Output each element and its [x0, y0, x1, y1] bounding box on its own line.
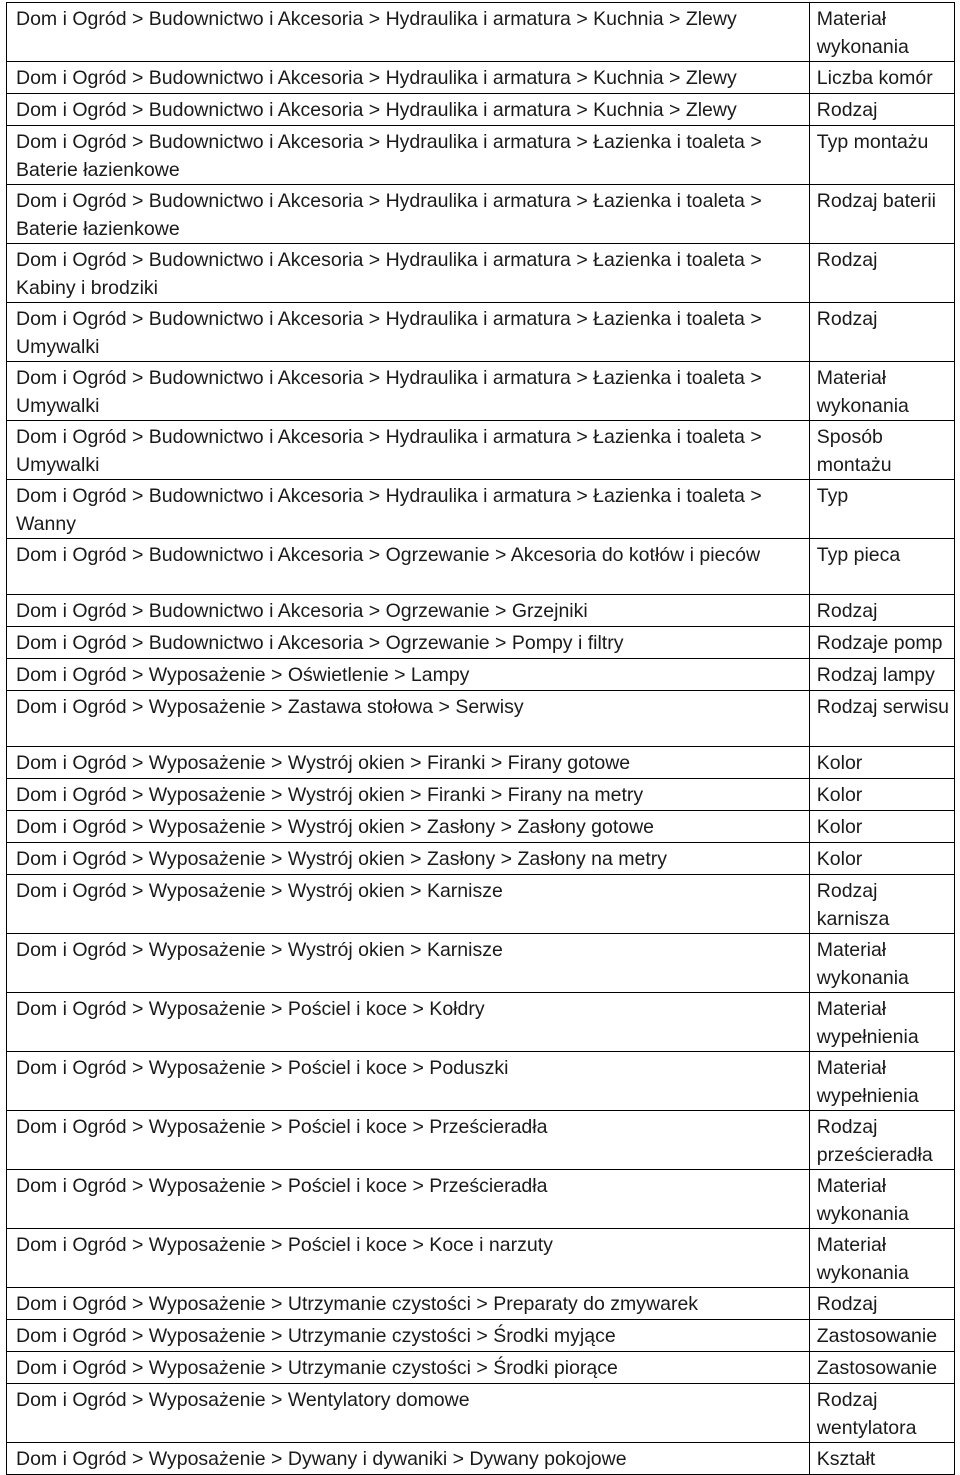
attribute-name-cell: Rodzaj baterii	[809, 185, 954, 244]
attribute-name-cell: Rodzaj	[809, 303, 954, 362]
table-row	[7, 1352, 955, 1384]
table-row	[7, 993, 955, 1052]
attribute-name-cell: Rodzaj prześcieradła	[809, 1111, 954, 1170]
category-path-cell: Dom i Ogród > Wyposażenie > Utrzymanie czystości > Środki piorące	[7, 1352, 810, 1384]
category-path-cell: Dom i Ogród > Wyposażenie > Wystrój okien > Firanki > Firany gotowe	[7, 747, 810, 779]
table-row	[7, 1443, 955, 1475]
category-path-cell: Dom i Ogród > Wyposażenie > Pościel i koce > Poduszki	[7, 1052, 810, 1111]
table-row	[7, 1052, 955, 1111]
category-path-cell: Dom i Ogród > Budownictwo i Akcesoria > Hydraulika i armatura > Łazienka i toaleta > Umywalki	[7, 303, 810, 362]
attribute-name-cell: Kolor	[809, 747, 954, 779]
table-row	[7, 480, 955, 539]
category-path-cell: Dom i Ogród > Wyposażenie > Pościel i koce > Prześcieradła	[7, 1111, 810, 1170]
attribute-name-cell: Typ pieca	[809, 539, 954, 595]
category-path-cell: Dom i Ogród > Budownictwo i Akcesoria > Hydraulika i armatura > Łazienka i toaleta > Umywalki	[7, 362, 810, 421]
category-path-cell: Dom i Ogród > Budownictwo i Akcesoria > Hydraulika i armatura > Kuchnia > Zlewy	[7, 94, 810, 126]
attribute-name-cell: Materiał wykonania	[809, 362, 954, 421]
table-row	[7, 421, 955, 480]
table-row	[7, 627, 955, 659]
table-row	[7, 875, 955, 934]
category-path-cell: Dom i Ogród > Budownictwo i Akcesoria > Hydraulika i armatura > Łazienka i toaleta > Wanny	[7, 480, 810, 539]
attribute-name-cell: Kolor	[809, 779, 954, 811]
attribute-name-cell: Rodzaj serwisu	[809, 691, 954, 747]
attribute-name-cell: Rodzaj karnisza	[809, 875, 954, 934]
table-row	[7, 595, 955, 627]
attribute-name-cell: Materiał wykonania	[809, 1170, 954, 1229]
table-row	[7, 539, 955, 595]
table-row	[7, 185, 955, 244]
table-row	[7, 811, 955, 843]
attribute-name-cell: Rodzaj wentylatora	[809, 1384, 954, 1443]
category-path-cell: Dom i Ogród > Wyposażenie > Oświetlenie > Lampy	[7, 659, 810, 691]
table-row	[7, 1288, 955, 1320]
table-row	[7, 303, 955, 362]
category-path-cell: Dom i Ogród > Wyposażenie > Wystrój okien > Karnisze	[7, 875, 810, 934]
category-attribute-table	[6, 2, 955, 1475]
table-row	[7, 843, 955, 875]
attribute-name-cell: Rodzaj	[809, 94, 954, 126]
attribute-name-cell: Kolor	[809, 811, 954, 843]
attribute-name-cell: Kształt	[809, 1443, 954, 1475]
attribute-name-cell: Materiał wypełnienia	[809, 993, 954, 1052]
attribute-name-cell: Materiał wypełnienia	[809, 1052, 954, 1111]
attribute-name-cell: Zastosowanie	[809, 1352, 954, 1384]
category-path-cell: Dom i Ogród > Wyposażenie > Pościel i koce > Kołdry	[7, 993, 810, 1052]
category-path-cell: Dom i Ogród > Budownictwo i Akcesoria > Hydraulika i armatura > Łazienka i toaleta > Umywalki	[7, 421, 810, 480]
attribute-name-cell: Materiał wykonania	[809, 934, 954, 993]
category-path-cell: Dom i Ogród > Budownictwo i Akcesoria > Ogrzewanie > Grzejniki	[7, 595, 810, 627]
category-path-cell: Dom i Ogród > Wyposażenie > Pościel i koce > Koce i narzuty	[7, 1229, 810, 1288]
category-path-cell: Dom i Ogród > Wyposażenie > Wystrój okien > Zasłony > Zasłony gotowe	[7, 811, 810, 843]
attribute-name-cell: Rodzaj	[809, 595, 954, 627]
attribute-name-cell: Sposób montażu	[809, 421, 954, 480]
table-row	[7, 1384, 955, 1443]
attribute-name-cell: Rodzaj	[809, 244, 954, 303]
table-row	[7, 659, 955, 691]
table-row	[7, 691, 955, 747]
table-row	[7, 1229, 955, 1288]
table-row	[7, 779, 955, 811]
category-path-cell: Dom i Ogród > Wyposażenie > Wentylatory domowe	[7, 1384, 810, 1443]
attribute-name-cell: Liczba komór	[809, 62, 954, 94]
table-body	[7, 3, 955, 1475]
category-path-cell: Dom i Ogród > Wyposażenie > Zastawa stołowa > Serwisy	[7, 691, 810, 747]
table-row	[7, 934, 955, 993]
attribute-name-cell: Typ	[809, 480, 954, 539]
category-path-cell: Dom i Ogród > Budownictwo i Akcesoria > Hydraulika i armatura > Łazienka i toaleta > Kabiny i brodziki	[7, 244, 810, 303]
table-row	[7, 62, 955, 94]
table-row	[7, 244, 955, 303]
table-row	[7, 94, 955, 126]
attribute-name-cell: Typ montażu	[809, 126, 954, 185]
category-path-cell: Dom i Ogród > Budownictwo i Akcesoria > Hydraulika i armatura > Łazienka i toaleta > Baterie łazienkowe	[7, 185, 810, 244]
category-path-cell: Dom i Ogród > Wyposażenie > Utrzymanie czystości > Preparaty do zmywarek	[7, 1288, 810, 1320]
category-path-cell: Dom i Ogród > Wyposażenie > Utrzymanie czystości > Środki myjące	[7, 1320, 810, 1352]
attribute-name-cell: Materiał wykonania	[809, 3, 954, 62]
table-row	[7, 1170, 955, 1229]
attribute-name-cell: Zastosowanie	[809, 1320, 954, 1352]
attribute-name-cell: Rodzaj lampy	[809, 659, 954, 691]
category-path-cell: Dom i Ogród > Wyposażenie > Wystrój okien > Zasłony > Zasłony na metry	[7, 843, 810, 875]
category-path-cell: Dom i Ogród > Budownictwo i Akcesoria > Ogrzewanie > Akcesoria do kotłów i pieców	[7, 539, 810, 595]
table-row	[7, 126, 955, 185]
category-path-cell: Dom i Ogród > Budownictwo i Akcesoria > Hydraulika i armatura > Kuchnia > Zlewy	[7, 62, 810, 94]
attribute-name-cell: Materiał wykonania	[809, 1229, 954, 1288]
attribute-name-cell: Rodzaj	[809, 1288, 954, 1320]
category-path-cell: Dom i Ogród > Budownictwo i Akcesoria > Ogrzewanie > Pompy i filtry	[7, 627, 810, 659]
table-row	[7, 1320, 955, 1352]
table-row	[7, 1111, 955, 1170]
table-row	[7, 362, 955, 421]
attribute-name-cell: Rodzaje pomp	[809, 627, 954, 659]
category-path-cell: Dom i Ogród > Wyposażenie > Wystrój okien > Firanki > Firany na metry	[7, 779, 810, 811]
attribute-name-cell: Kolor	[809, 843, 954, 875]
category-path-cell: Dom i Ogród > Wyposażenie > Pościel i koce > Prześcieradła	[7, 1170, 810, 1229]
category-path-cell: Dom i Ogród > Wyposażenie > Wystrój okien > Karnisze	[7, 934, 810, 993]
category-path-cell: Dom i Ogród > Budownictwo i Akcesoria > Hydraulika i armatura > Łazienka i toaleta > Baterie łazienkowe	[7, 126, 810, 185]
category-path-cell: Dom i Ogród > Wyposażenie > Dywany i dywaniki > Dywany pokojowe	[7, 1443, 810, 1475]
table-row	[7, 747, 955, 779]
table-row	[7, 3, 955, 62]
category-path-cell: Dom i Ogród > Budownictwo i Akcesoria > Hydraulika i armatura > Kuchnia > Zlewy	[7, 3, 810, 62]
